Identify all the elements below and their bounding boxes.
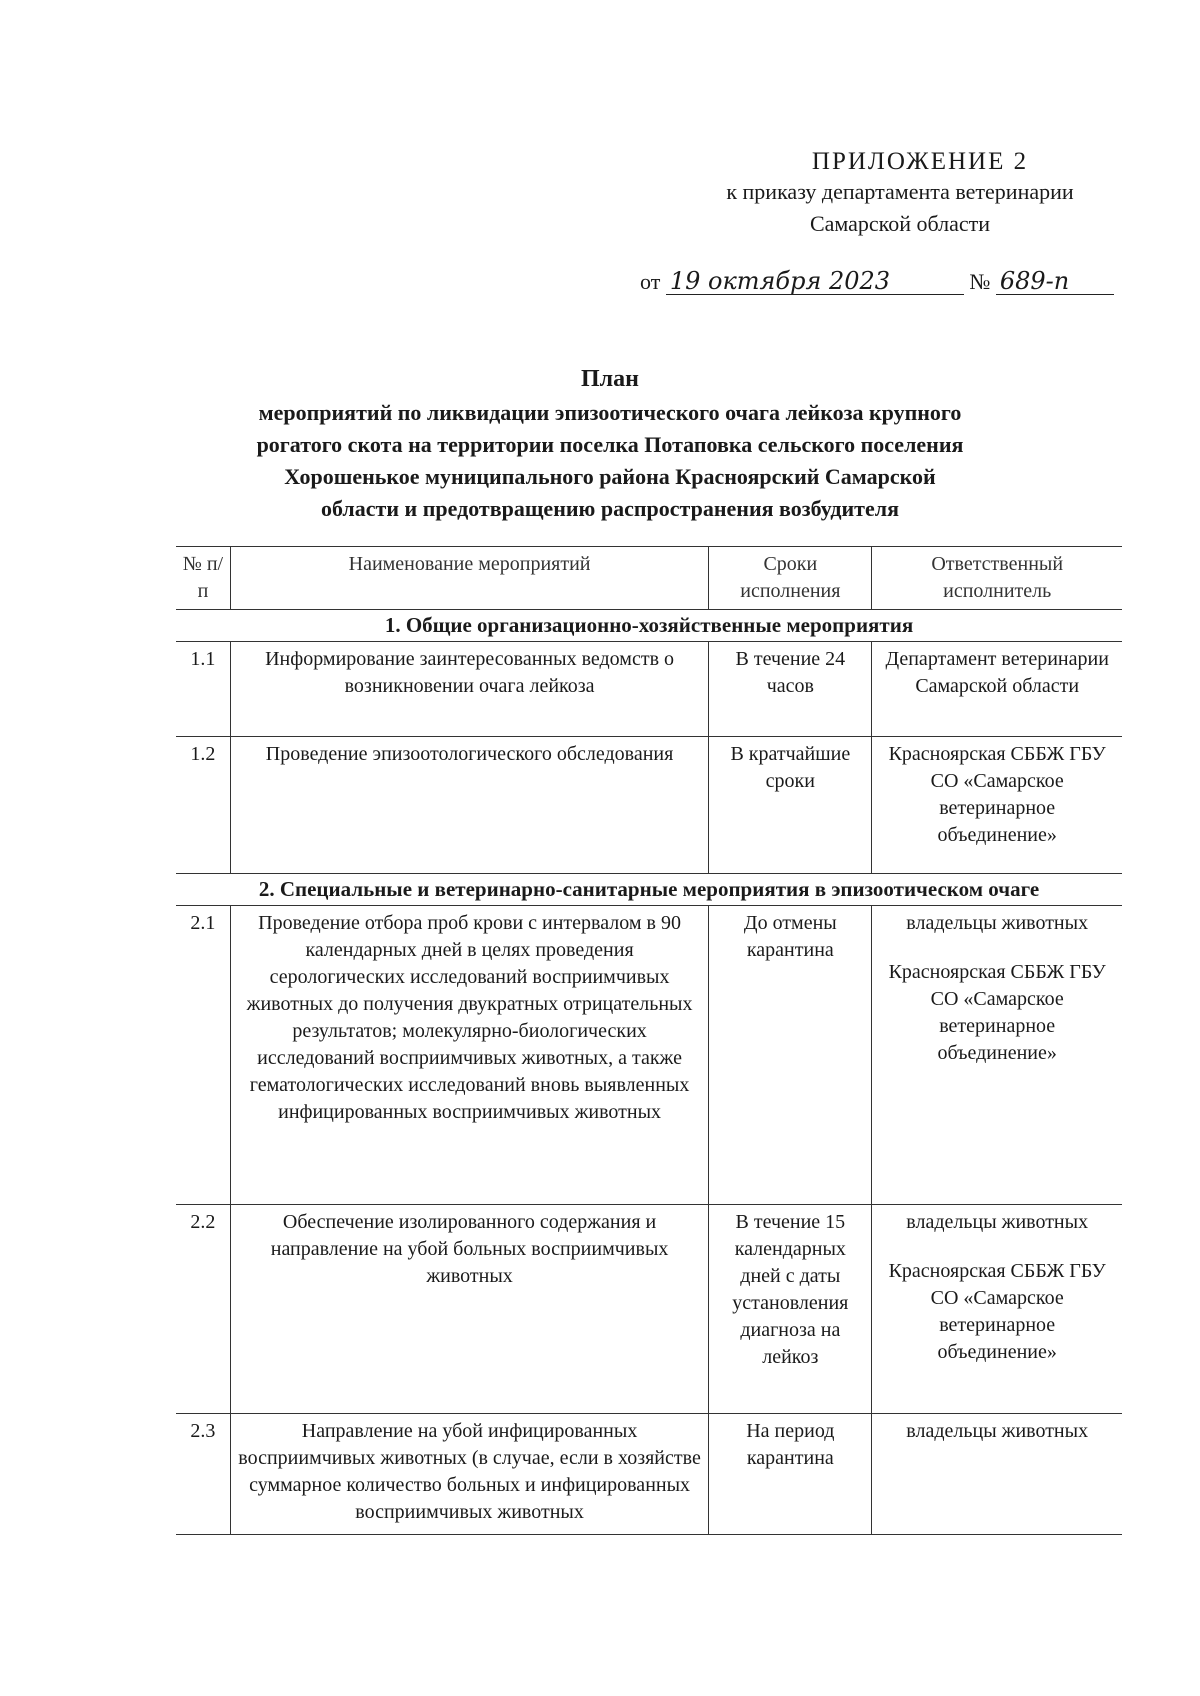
plan-subtitle-line-2: рогатого скота на территории поселка Потаповка сельского поселения	[256, 432, 964, 457]
row-executor	[872, 1414, 1122, 1535]
section-row-2	[176, 874, 1122, 906]
section-title-1: 1. Общие организационно-хозяйственные мероприятия	[176, 610, 1122, 642]
row-measure: Проведение эпизоотологического обследования	[230, 737, 708, 874]
executor-entry: Красноярская СББЖ ГБУ СО «Самарское ветеринарное объединение»	[888, 961, 1106, 1064]
row-term: На период карантина	[709, 1414, 872, 1535]
appendix-line-2: Самарской области	[809, 211, 991, 236]
plan-subtitle-line-1: мероприятий по ликвидации эпизоотического очага лейкоза крупного	[258, 400, 962, 425]
appendix-line-1: к приказу департамента ветеринарии	[726, 179, 1074, 204]
plan-title-block	[200, 366, 1020, 525]
executor-entry: владельцы животных	[906, 1420, 1089, 1442]
measures-table	[176, 546, 1122, 1535]
row-term: В кратчайшие сроки	[709, 737, 872, 874]
row-executor	[872, 642, 1122, 737]
row-number: 1.2	[176, 737, 230, 874]
plan-subtitle-line-4: области и предотвращению распространения возбудителя	[320, 496, 899, 521]
row-executor	[872, 1205, 1122, 1414]
executor-entry: Красноярская СББЖ ГБУ СО «Самарское ветеринарное объединение»	[888, 1260, 1106, 1363]
executor-entry: владельцы животных	[906, 1211, 1089, 1233]
table-row	[176, 737, 1122, 874]
executor-entry: Красноярская СББЖ ГБУ СО «Самарское ветеринарное объединение»	[888, 743, 1106, 846]
row-measure: Проведение отбора проб крови с интервалом в 90 календарных дней в целях проведения серологических исследований восприимчивых животных до получения двукратных отрицательных результатов; молекулярно-биологических исследований восприимчивых животных, а также гематологических исследований вновь выявленных инфицированных восприимчивых животных	[230, 906, 708, 1205]
row-term: В течение 24 часов	[709, 642, 872, 737]
executor-spacer	[878, 1236, 1116, 1258]
row-executor	[872, 906, 1122, 1205]
order-prefix: от	[640, 269, 661, 294]
header-name: Наименование мероприятий	[230, 547, 708, 610]
table-row	[176, 642, 1122, 737]
executor-entry: владельцы животных	[906, 912, 1089, 934]
header-executor: Ответственный исполнитель	[872, 547, 1122, 610]
order-date-handwritten: 19 октября 2023	[666, 268, 964, 295]
row-term: В течение 15 календарных дней с даты установления диагноза на лейкоз	[709, 1205, 872, 1414]
section-row-1	[176, 610, 1122, 642]
row-measure: Информирование заинтересованных ведомств о возникновении очага лейкоза	[230, 642, 708, 737]
executor-entry: Департамент ветеринарии Самарской области	[885, 648, 1109, 697]
row-measure: Направление на убой инфицированных восприимчивых животных (в случае, если в хозяйстве суммарное количество больных и инфицированных восприимчивых животных	[230, 1414, 708, 1535]
plan-title: План	[581, 366, 639, 392]
plan-subtitle-line-3: Хорошенькое муниципального района Красноярский Самарской	[284, 464, 936, 489]
row-executor	[872, 737, 1122, 874]
row-number: 1.1	[176, 642, 230, 737]
row-number: 2.3	[176, 1414, 230, 1535]
executor-spacer	[878, 937, 1116, 959]
order-reference	[640, 268, 1114, 295]
header-no: № п/п	[176, 547, 230, 610]
header-term: Сроки исполнения	[709, 547, 872, 610]
table-row	[176, 1414, 1122, 1535]
appendix-title: ПРИЛОЖЕНИЕ 2	[811, 148, 1029, 175]
appendix-header	[680, 148, 1120, 240]
section-title-2: 2. Специальные и ветеринарно-санитарные мероприятия в эпизоотическом очаге	[176, 874, 1122, 906]
table-header-row	[176, 547, 1122, 610]
order-number-handwritten: 689-п	[996, 268, 1114, 295]
row-number: 2.1	[176, 906, 230, 1205]
row-measure: Обеспечение изолированного содержания и направление на убой больных восприимчивых животных	[230, 1205, 708, 1414]
table-row	[176, 906, 1122, 1205]
row-number: 2.2	[176, 1205, 230, 1414]
order-number-label: №	[969, 269, 991, 294]
table-row	[176, 1205, 1122, 1414]
row-term: До отмены карантина	[709, 906, 872, 1205]
